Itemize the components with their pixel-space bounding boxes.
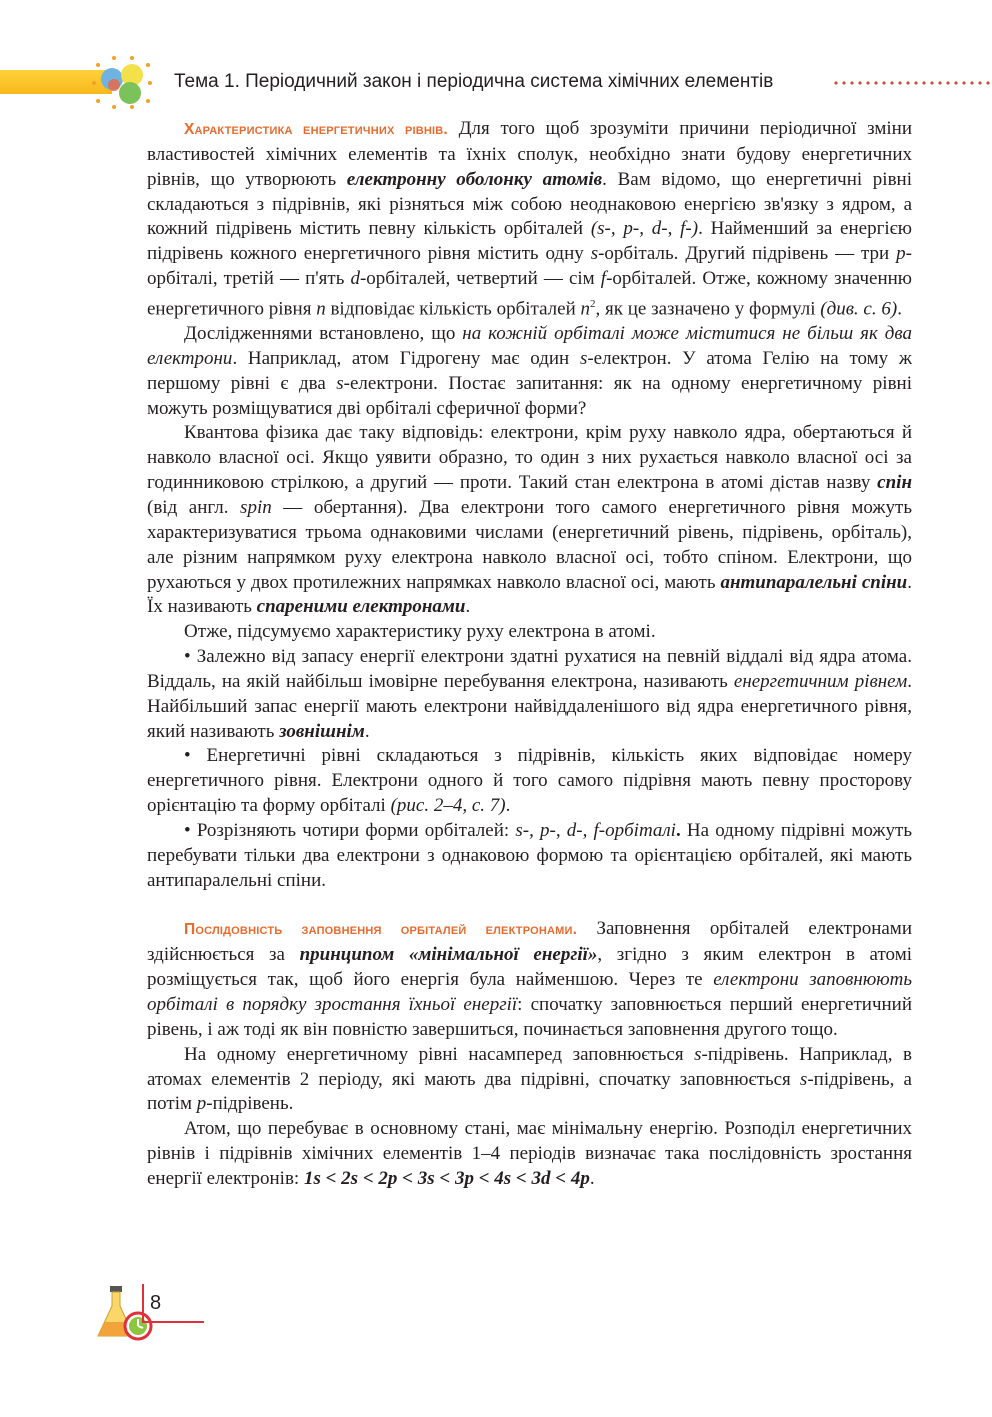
text-run: , як це зазначено у формулі (595, 298, 821, 320)
symbol: f (600, 268, 607, 290)
section-heading: Характеристика енергетичних рівнів. (184, 121, 448, 138)
text-run: . Вам відомо, що енергетичні рівні складаються з підрівнів, які різняться між собою неоднаковою енергією зв'язку з ядром, а кожний підрівень містить певну кількість орбіталей (147, 168, 912, 240)
emphasis: електрони заповнюють орбіталі в порядку зростання їхньої енергії (147, 969, 912, 1016)
orbital-list: s-, p-, d-, f-орбіталі (515, 819, 676, 841)
text-run: -орбіталь. Другий підрівень — три (598, 243, 897, 265)
paragraph (147, 917, 912, 1042)
text-run: . (589, 1167, 595, 1189)
symbol: s (694, 1043, 702, 1065)
text-run: — обертання). Два електрони того самого енергетичного рівня можуть характеризуватися трьома однаковими числами (енергетичний рівень, підрівень, орбіталь), але різним напрямком руху електрона навколо власної осі, тобто спіном. Електрони, що рухаються у двох протилежних напрямках навколо власної осі, мають (147, 496, 912, 593)
text-run: Дослідженнями встановлено, що (184, 323, 463, 345)
paragraph (147, 1043, 912, 1118)
text-run: -підрівень. (206, 1093, 294, 1115)
text-run: Атом, що перебуває в основному стані, має мінімальну енергію. Розподіл енергетичних рівнів і підрівнів хімічних елементів 1–4 періодів визначає така послідовність зростання енергії електронів: (147, 1118, 912, 1189)
text-run: -підрівень. Наприклад, в атомах елементів 2 періоду, які мають два підрівні, спочатку заповнюється (147, 1043, 912, 1090)
symbol: s (799, 1068, 808, 1090)
paragraph: Отже, підсумуємо характеристику руху електрона в атомі. (184, 621, 656, 643)
symbol: s (579, 347, 588, 369)
paragraph (147, 1117, 912, 1192)
emphasis: на кожній орбіталі може міститися не більш як два електрони (147, 323, 912, 369)
symbol: s (336, 372, 344, 394)
symbol: n (580, 298, 591, 320)
text-run: -орбіталі, третій — п'ять (147, 243, 912, 290)
text-run: На одному підрівні можуть перебувати тільки два електрони з однаковою формою та орієнтацією орбіталей, які мають антипаралельні спіни. (147, 819, 912, 891)
text-run: -орбіталей. Отже, кожному значенню енергетичного рівня (147, 268, 913, 320)
cross-reference: (рис. 2–4, с. 7) (390, 795, 506, 817)
page-number: 8 (150, 1292, 162, 1314)
footer-rule-horizontal (142, 1321, 204, 1323)
text-run: : спочатку заповнюється перший енергетичний рівень, і аж тоді як він повністю завершиться, починається заповнення другого тощо. (147, 994, 913, 1040)
term: спареними електронами (256, 596, 466, 618)
term: антипаралельні спіни (720, 571, 908, 593)
bullet-paragraph (147, 645, 912, 744)
text-run: , згідно з яким електрон в атомі розміщується так, щоб його енергія була найменшою. Через те (147, 944, 912, 991)
text-run: . Наприклад, атом Гідрогену має один (232, 347, 580, 369)
symbol: p (196, 1093, 207, 1115)
text-run: -електрон. У атома Гелію на тому ж першому рівні є два (147, 347, 913, 394)
symbol: s (590, 243, 599, 265)
text-run: . (505, 795, 511, 817)
cross-reference: (див. с. 6) (820, 298, 898, 320)
term: зовнішнім (279, 720, 365, 742)
symbol: p (896, 243, 906, 265)
molecule-icon (92, 55, 154, 109)
text-run: • Енергетичні рівні складаються з підрівнів, кількість яких відповідає номеру енергетичного рівня. Електрони одного й того самого підрівня мають певну просторову орієнтацію та форму орбіталі (147, 745, 912, 817)
section-heading: Послідовність заповнення орбіталей електронами. (184, 921, 578, 939)
paragraph (147, 117, 912, 322)
paragraph (147, 322, 912, 421)
page-body (147, 117, 912, 1192)
foreign-word: spin (240, 496, 272, 518)
term: принципом «мінімальної енергії» (299, 944, 598, 966)
emphasis: енергетичним рівнем (733, 670, 908, 692)
text-run: . Найменший за енергією підрівень кожного енергетичного рівня містить одну (147, 218, 912, 265)
header-dotted-rule (832, 81, 992, 85)
symbol: n (316, 298, 326, 320)
text-run: Для того щоб зрозуміти причини періодичної зміни властивостей хімічних елементів та їхніх сполук, необхідно знати будову енергетичних рівнів, що утворюють (147, 118, 912, 190)
paragraph (147, 421, 912, 620)
text-run: . (465, 596, 471, 618)
text-run: Заповнення орбіталей електронами здійснюється за (147, 918, 912, 966)
text-run: відповідає кількість орбіталей (325, 298, 581, 320)
text-run: -орбіталей, четвертий — сім (359, 268, 601, 290)
text-run: • Розрізняють чотири форми орбіталей: (184, 819, 516, 841)
text-run: . (364, 720, 370, 742)
energy-sequence: 1s < 2s < 2p < 3s < 3p < 4s < 3d < 4p (303, 1167, 590, 1189)
orbital-list: (s-, p-, d-, f-) (590, 218, 699, 240)
term: електронну оболонку атомів (346, 168, 603, 190)
text-run: -підрівень, а потім (147, 1068, 912, 1115)
term: спін (877, 472, 912, 494)
text-run: . (897, 298, 902, 320)
text-run: -електрони. Постає запитання: як на одному енергетичному рівні можуть розміщуватися дві орбіталі сферичної форми? (147, 372, 912, 419)
text-run: • Залежно від запасу енергії електрони здатні рухатися на певній віддалі від ядра атома. Віддаль, на якій найбільш імовірне перебування електрона, називають (147, 646, 912, 692)
text-run: . Найбільший запас енергії мають електрони найвіддаленішого від ядра енергетичного рівня, який називають (147, 670, 912, 742)
chapter-title: Тема 1. Періодичний закон і періодична система хімічних елементів (174, 71, 774, 92)
text-run: (від англ. (147, 496, 241, 518)
bullet-paragraph (147, 744, 912, 819)
text-run: . (675, 819, 681, 841)
text-run: . Їх називають (147, 571, 912, 618)
superscript: 2 (590, 297, 596, 310)
text-run: Квантова фізика дає таку відповідь: електрони, крім руху навколо ядра, обертаються й навколо власної осі. Якщо уявити образно, то один з них рухається навколо власної осі за годинниковою стрілкою, а другий — проти. Такий стан електрона в атомі дістав назву (147, 422, 912, 494)
bullet-paragraph (147, 819, 912, 894)
symbol: d (350, 268, 360, 290)
footer-rule-vertical (142, 1284, 144, 1322)
text-run: На одному енергетичному рівні насамперед заповнюється (184, 1043, 695, 1065)
